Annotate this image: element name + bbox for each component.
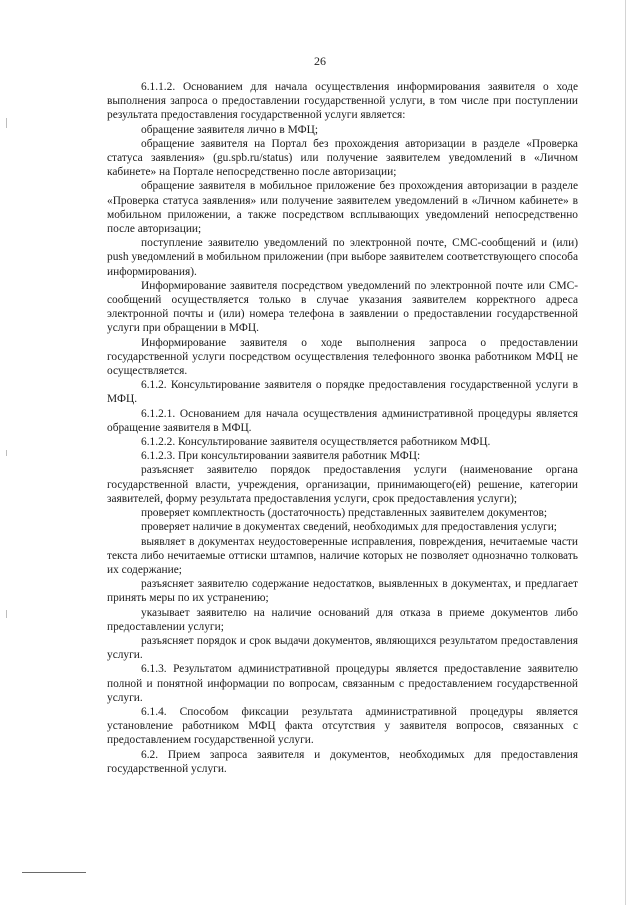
paragraph: 6.1.2.1. Основанием для начала осуществления административной процедуры является обращение заявителя в МФЦ. (107, 407, 578, 434)
paragraph: проверяет наличие в документах сведений, необходимых для предоставления услуги; (141, 521, 557, 534)
paragraph: Информирование заявителя о ходе выполнения запроса о предоставлении государственной услуги посредством осуществления телефонного звонка работником МФЦ не осуществляется. (107, 336, 578, 378)
scan-artifact-mark (6, 610, 7, 618)
paragraph: выявляет в документах неудостоверенные исправления, повреждения, нечитаемые части текста либо нечитаемые оттиски штампов, наличие которых не позволяет однозначно толковать их содержание; (107, 535, 578, 576)
paragraph: обращение заявителя в мобильное приложение без прохождения авторизации в разделе «Проверка статуса заявления» или получение заявителем уведомлений в «Личном кабинете» в мобильном приложении, а также посредством всплывающих уведомлений непосредственно после авторизации; (107, 180, 578, 236)
paragraph: разъясняет заявителю содержание недостатков, выявленных в документах, и предлагает принять меры по их устранению; (107, 578, 578, 605)
paragraph: обращение заявителя лично в МФЦ; (141, 123, 318, 136)
paragraph: обращение заявителя на Портал без прохождения авторизации в разделе «Проверка статуса заявления» (gu.spb.ru/status) или получение заявителем уведомлений в «Личном кабинете» на Портале непосредственно после авторизации; (107, 137, 578, 179)
paragraph: 6.1.4. Способом фиксации результата административной процедуры является установление работником МФЦ факта отсутствия у заявителя вопросов, связанных с предоставлением государственной услуги. (107, 705, 578, 747)
document-body (107, 80, 578, 776)
paragraph: 6.1.2.2. Консультирование заявителя осуществляется работником МФЦ. (141, 436, 491, 449)
scan-artifact-mark (6, 450, 7, 456)
paragraph: проверяет комплектность (достаточность) представленных заявителем документов; (141, 507, 548, 520)
paragraph: 6.1.2.3. При консультировании заявителя работник МФЦ: (141, 450, 421, 463)
scan-artifact-mark (6, 118, 7, 128)
scan-page-edge (625, 0, 626, 905)
paragraph: 6.1.3. Результатом административной процедуры является предоставление заявителю полной и понятной информации по вопросам, связанным с предоставлением государственной услуги. (107, 663, 578, 704)
footer-rule (22, 872, 86, 873)
paragraph: разъясняет порядок и срок выдачи документов, являющихся результатом предоставления услуги. (107, 634, 578, 662)
paragraph: поступление заявителю уведомлений по электронной почте, СМС-сообщений и (или) push уведомлений в мобильном приложении (при выборе заявителем соответствующего способа информирования). (107, 237, 578, 278)
paragraph: 6.1.1.2. Основанием для начала осуществления информирования заявителя о ходе выполнения запроса о предоставлении государственной услуги, в том числе при поступлении результата предоставления государственной услуги является: (107, 81, 578, 122)
paragraph: 6.1.2. Консультирование заявителя о порядке предоставления государственной услуги в МФЦ. (107, 379, 578, 406)
paragraph: Информирование заявителя посредством уведомлений по электронной почте или СМС-сообщений осуществляется только в случае указания заявителем корректного адреса электронной почты и (или) номера телефона в заявлении о предоставлении государственной услуги при обращении в МФЦ. (107, 279, 578, 335)
paragraph: разъясняет заявителю порядок предоставления услуги (наименование органа государственной власти, учреждения, организации, принимающего(ей) решение, категории заявителей, форму результата предоставления услуги, срок предоставления услуги); (107, 464, 578, 505)
page-number: 26 (314, 54, 326, 68)
paragraph: 6.2. Прием запроса заявителя и документов, необходимых для предоставления государственной услуги. (107, 748, 578, 775)
paragraph: указывает заявителю на наличие оснований для отказа в приеме документов либо предоставлении услуги; (107, 606, 578, 633)
